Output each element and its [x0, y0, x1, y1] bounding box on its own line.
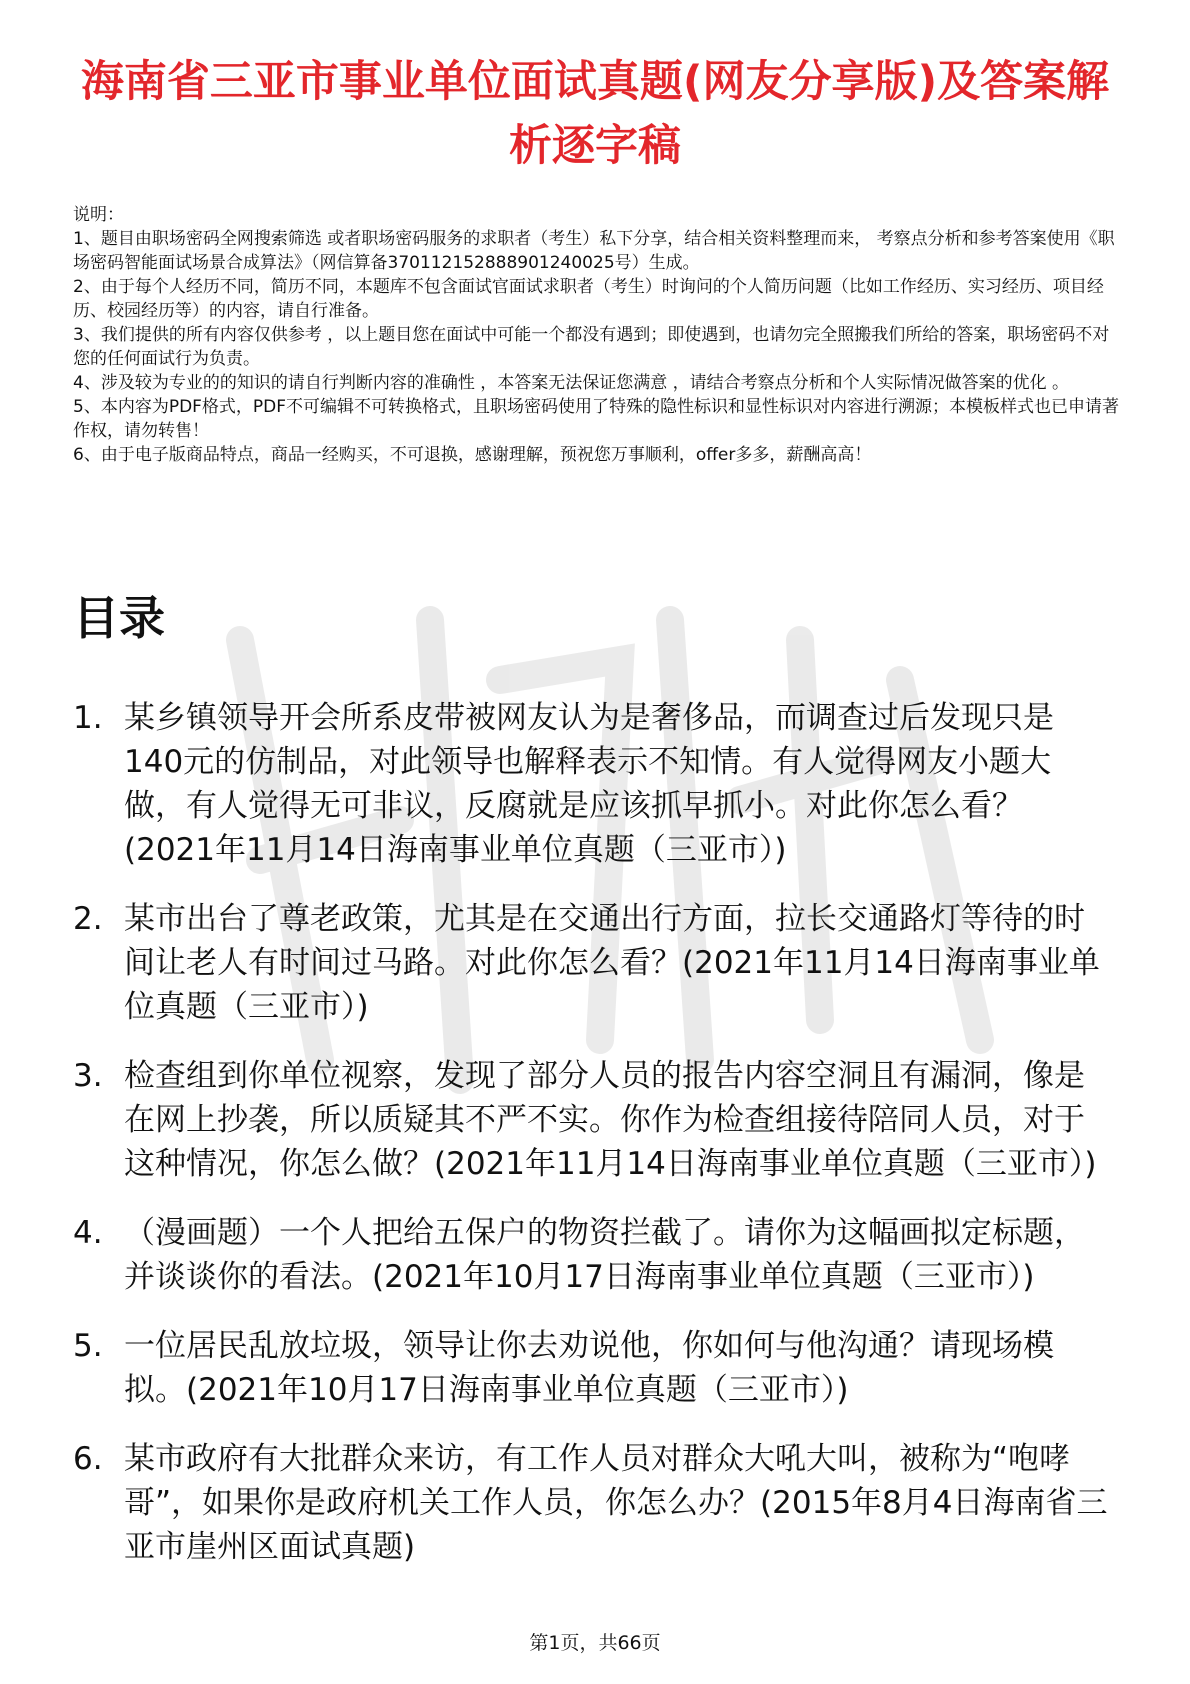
toc-item[interactable]	[73, 1211, 1113, 1299]
notes-section	[73, 203, 1123, 467]
note-item-5: 5、本内容为PDF格式，PDF不可编辑不可转换格式，且职场密码使用了特殊的隐性标识和显性标识对内容进行溯源；本模板样式也已申请著作权，请勿转售！	[73, 397, 1120, 441]
toc-item-number: 1.	[73, 700, 103, 736]
note-item-1: 1、题目由职场密码全网搜索筛选 或者职场密码服务的求职者（考生）私下分享，结合相关资料整理而来， 考察点分析和参考答案使用《职场密码智能面试场景合成算法》（网信算备370112152888901240025号）生成。	[73, 229, 1115, 273]
page-number-footer: 第1页，共66页	[529, 1632, 661, 1654]
toc-item-text: 一位居民乱放垃圾，领导让你去劝说他，你如何与他沟通？请现场模拟。(2021年10月17日海南事业单位真题（三亚市）)	[124, 1328, 1054, 1408]
note-item-4: 4、涉及较为专业的的知识的请自行判断内容的准确性 ，本答案无法保证您满意 ，请结合考察点分析和个人实际情况做答案的优化 。	[73, 373, 1070, 393]
toc-list	[73, 696, 1113, 1594]
toc-heading: 目录	[73, 591, 165, 645]
toc-item-number: 5.	[73, 1328, 103, 1364]
toc-item-number: 4.	[73, 1215, 103, 1251]
document-title: 海南省三亚市事业单位面试真题(网友分享版)及答案解析逐字稿	[80, 57, 1110, 171]
toc-item-text: 某市出台了尊老政策，尤其是在交通出行方面，拉长交通路灯等待的时间让老人有时间过马路。对此你怎么看？(2021年11月14日海南事业单位真题（三亚市）)	[124, 901, 1100, 1025]
notes-heading: 说明：	[73, 205, 124, 225]
toc-item-number: 6.	[73, 1441, 103, 1477]
toc-item-text: 检查组到你单位视察，发现了部分人员的报告内容空洞且有漏洞，像是在网上抄袭，所以质疑其不严不实。你作为检查组接待陪同人员，对于这种情况，你怎么做？(2021年11月14日海南事业单位真题（三亚市）)	[124, 1058, 1097, 1182]
toc-item-text: （漫画题）一个人把给五保户的物资拦截了。请你为这幅画拟定标题，并谈谈你的看法。(2021年10月17日海南事业单位真题（三亚市）)	[124, 1215, 1085, 1295]
toc-item[interactable]	[73, 897, 1113, 1029]
note-item-6: 6、由于电子版商品特点，商品一经购买，不可退换，感谢理解，预祝您万事顺利，offer多多，薪酬高高！	[73, 445, 872, 465]
toc-item-number: 2.	[73, 901, 103, 937]
toc-item-text: 某乡镇领导开会所系皮带被网友认为是奢侈品，而调查过后发现只是140元的仿制品，对此领导也解释表示不知情。有人觉得网友小题大做，有人觉得无可非议，反腐就是应该抓早抓小。对此你怎么看？(2021年11月14日海南事业单位真题（三亚市）)	[124, 700, 1054, 868]
toc-item[interactable]	[73, 1054, 1113, 1186]
toc-item[interactable]	[73, 1324, 1113, 1412]
toc-item-number: 3.	[73, 1058, 103, 1094]
toc-item-text: 某市政府有大批群众来访，有工作人员对群众大吼大叫，被称为“咆哮哥”，如果你是政府机关工作人员，你怎么办？(2015年8月4日海南省三亚市崖州区面试真题)	[124, 1441, 1108, 1565]
note-item-2: 2、由于每个人经历不同，简历不同，本题库不包含面试官面试求职者（考生）时询问的个人简历问题（比如工作经历、实习经历、项目经历、校园经历等）的内容，请自行准备。	[73, 277, 1104, 321]
toc-item[interactable]	[73, 696, 1113, 872]
note-item-3: 3、我们提供的所有内容仅供参考 ，以上题目您在面试中可能一个都没有遇到；即使遇到，也请勿完全照搬我们所给的答案，职场密码不对您的任何面试行为负责。	[73, 325, 1110, 369]
toc-item[interactable]	[73, 1437, 1113, 1569]
